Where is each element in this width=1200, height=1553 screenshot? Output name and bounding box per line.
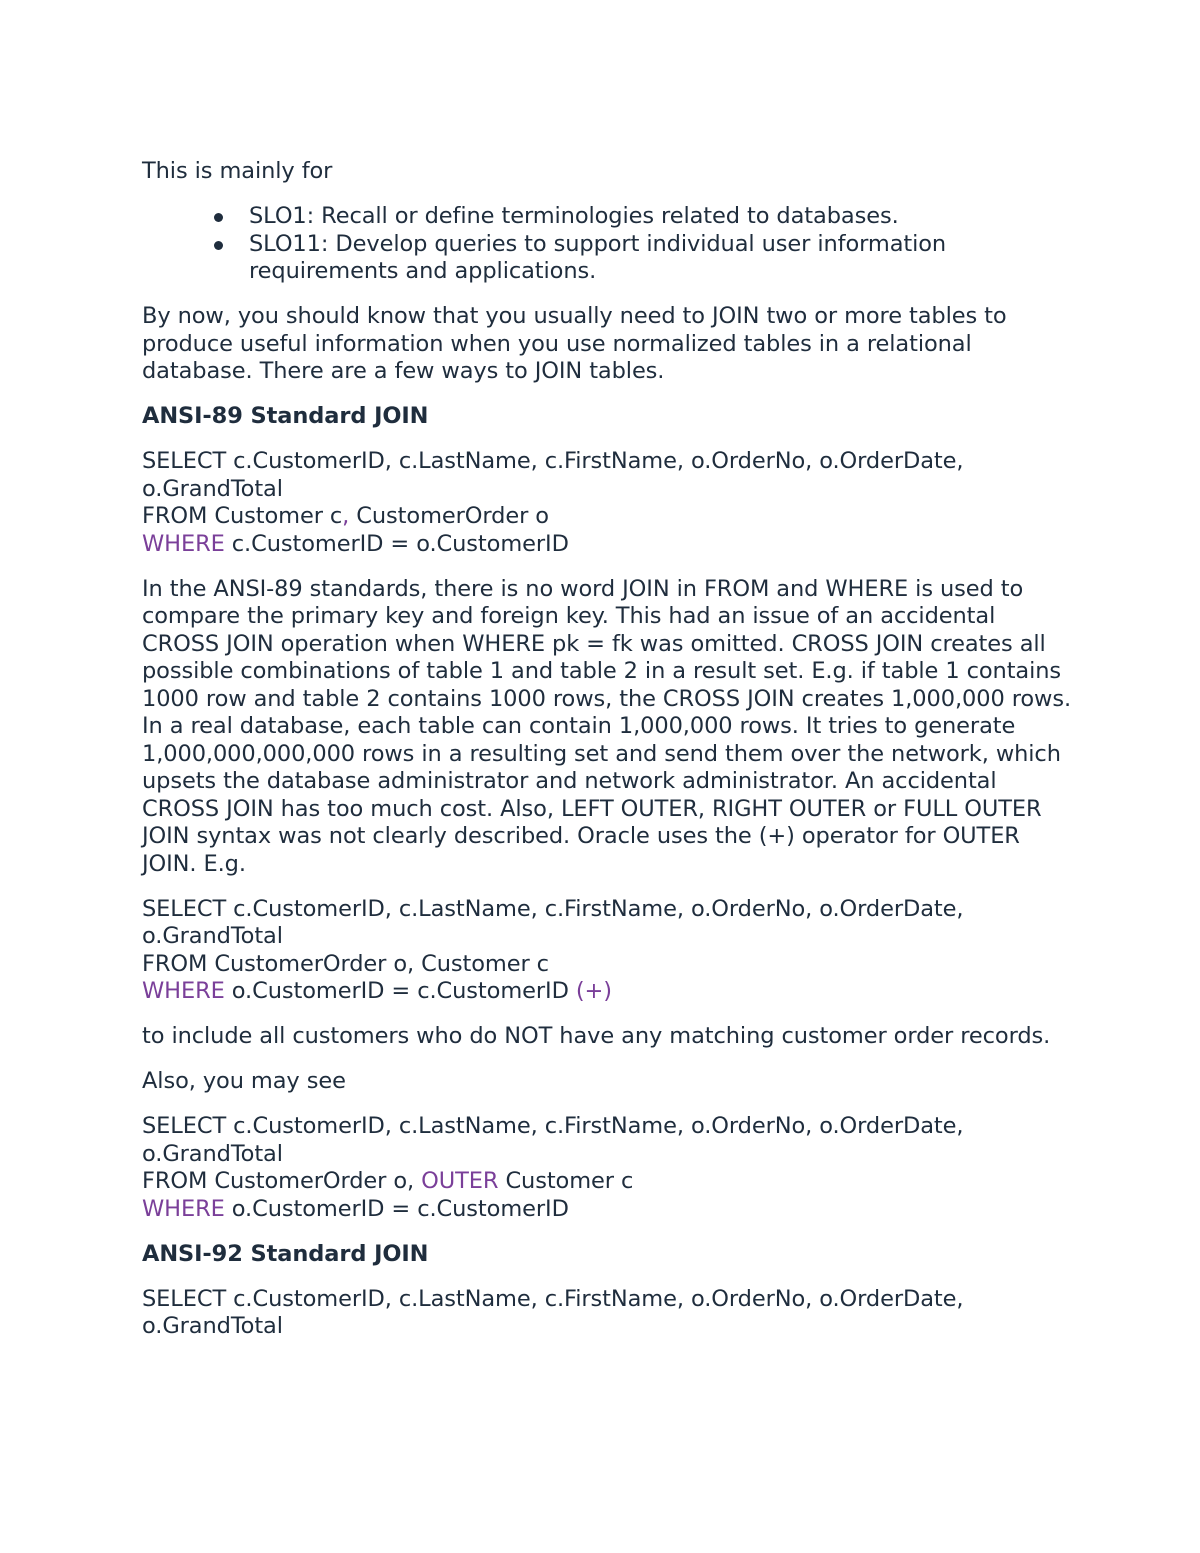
ansi89-explanation: In the ANSI-89 standards, there is no word JOIN in FROM and WHERE is used to compare the primary key and foreign key. This had an issue of an accidental CROSS JOIN operation when WHERE pk = fk was omitted. CROSS JOIN creates all possible combinations of table 1 and table 2 in a result set. E.g. if table 1 contains 1000 row and table 2 contains 1000 rows, the CROSS JOIN creates 1,000,000 rows. In a real database, each table can contain 1,000,000 rows. It tries to generate 1,000,000,000,000 rows in a resulting set and send them over the network, which upsets the database administrator and network administrator. An accidental CROSS JOIN has too much cost. Also, LEFT OUTER, RIGHT OUTER or FULL OUTER JOIN syntax was not clearly described. Oracle uses the (+) operator for OUTER JOIN. E.g. <box>142 575 1072 877</box>
where-keyword: WHERE <box>142 978 225 1004</box>
where-keyword: WHERE <box>142 1195 225 1222</box>
select-clause: SELECT c.CustomerID, c.LastName, c.FirstName, o.OrderNo, o.OrderDate, o.GrandTotal <box>142 895 964 949</box>
list-item <box>249 203 1072 231</box>
from-clause: FROM Customer c, CustomerOrder o <box>142 503 549 529</box>
also-paragraph: Also, you may see <box>142 1068 346 1094</box>
from-clause: FROM CustomerOrder o, OUTER Customer c <box>142 1168 634 1194</box>
slo-text: SLO1: Recall or define terminologies related to databases. <box>249 203 899 229</box>
intro-text: This is mainly for <box>142 158 333 184</box>
where-keyword: WHERE <box>142 530 225 557</box>
join-intro-paragraph: By now, you should know that you usually need to JOIN two or more tables to produce useful information when you use normalized tables in a relational database. There are a few ways to JOIN tables. <box>142 303 1007 384</box>
document-body <box>142 158 1072 1358</box>
bullet-icon <box>214 213 223 222</box>
outer-keyword-query <box>142 1113 1072 1223</box>
ansi89-query <box>142 448 1072 558</box>
plus-operator: (+) <box>575 978 612 1004</box>
where-clause: WHERE o.CustomerID = c.CustomerID <box>142 1195 569 1222</box>
outer-keyword: OUTER <box>421 1168 499 1194</box>
slo-text: SLO11: Develop queries to support individual user information requirements and applications. <box>249 230 947 284</box>
bullet-icon <box>214 241 223 250</box>
from-clause: FROM CustomerOrder o, Customer c <box>142 950 549 977</box>
where-clause: WHERE o.CustomerID = c.CustomerID (+) <box>142 978 612 1004</box>
list-item <box>249 231 1072 286</box>
slo-list <box>142 203 1072 286</box>
select-clause: SELECT c.CustomerID, c.LastName, c.FirstName, o.OrderNo, o.OrderDate, o.GrandTotal <box>142 1113 964 1167</box>
oracle-outer-query <box>142 896 1072 1006</box>
ansi89-heading: ANSI-89 Standard JOIN <box>142 403 429 429</box>
select-clause: SELECT c.CustomerID, c.LastName, c.FirstName, o.OrderNo, o.OrderDate, o.GrandTotal <box>142 1285 964 1339</box>
comma-keyword: , <box>342 503 350 529</box>
include-paragraph: to include all customers who do NOT have any matching customer order records. <box>142 1023 1051 1049</box>
select-clause: SELECT c.CustomerID, c.LastName, c.FirstName, o.OrderNo, o.OrderDate, o.GrandTotal <box>142 448 964 502</box>
ansi92-query <box>142 1286 1072 1341</box>
where-clause: WHERE c.CustomerID = o.CustomerID <box>142 530 569 557</box>
ansi92-heading: ANSI-92 Standard JOIN <box>142 1240 429 1267</box>
